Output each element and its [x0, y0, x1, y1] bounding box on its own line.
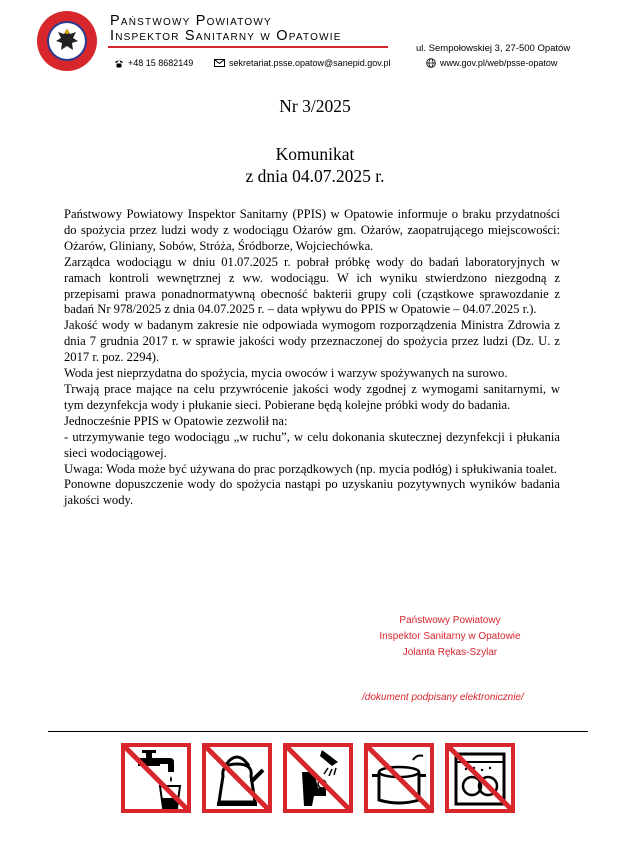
postal-address: ul. Sempołowskiej 3, 27-500 Opatów — [416, 43, 571, 54]
phone-number: +48 15 8682149 — [128, 58, 194, 68]
no-drinking-tap-icon — [120, 742, 192, 814]
website-url[interactable]: www.gov.pl/web/psse-opatow — [440, 58, 558, 68]
paragraph: Jednocześnie PPIS w Opatowie zezwolił na: — [64, 413, 288, 428]
electronic-signature-note: /dokument podpisany elektronicznie/ — [362, 692, 524, 703]
globe-icon — [426, 58, 436, 68]
prohibition-pictograms — [120, 742, 516, 814]
document-date: z dnia 04.07.2025 r. — [245, 166, 385, 186]
organization-name-line1: Państwowy Powiatowy — [110, 13, 272, 29]
paragraph: Zarządca wodociągu w dniu 01.07.2025 r. pobrał próbkę wody do badań laboratoryjnych w ramach kontroli wewnętrznej z ww. wodociągu. W ich wyniku stwierdzono niezgodną z przepisami prawa ponadnormatywną obecność bakterii grupy coli (cząstkowe sprawozdanie z badań Nr 978/2025 z dnia 04.07.2025 r. – data wpływu do PPIS w Opatowie – 04.07.2025 r.). — [64, 254, 560, 317]
sanitary-inspection-logo — [36, 10, 98, 72]
phone-contact — [114, 58, 193, 68]
no-shower-icon — [282, 742, 354, 814]
signature-title-line2: Inspektor Sanitarny w Opatowie — [379, 631, 521, 642]
paragraph: Woda jest nieprzydatna do spożycia, mycia owoców i warzyw spożywanych na surowo. — [64, 366, 508, 381]
signature-title-line1: Państwowy Powiatowy — [399, 615, 501, 626]
email-contact — [214, 58, 391, 68]
signature-name: Jolanta Rękas-Szylar — [402, 647, 498, 658]
paragraph: Ponowne dopuszczenie wody do spożycia nastąpi po uzyskaniu pozytywnych wyników badania jakości wody. — [64, 477, 560, 508]
paragraph: - utrzymywanie tego wodociągu „w ruchu”, w celu dokonania skutecznej dezynfekcji i płukania sieci wodociągowej. — [64, 429, 560, 460]
announcement-body — [64, 207, 560, 509]
paragraph: Jakość wody w badanym zakresie nie odpowiada wymogom rozporządzenia Ministra Zdrowia z dnia 7 grudnia 2017 r. w sprawie jakości wody przeznaczonej do spożycia przez ludzi (Dz. U. z 2017 r. poz. 2294). — [64, 318, 560, 365]
document-title: Komunikat — [275, 144, 355, 164]
email-address[interactable]: sekretariat.psse.opatow@sanepid.gov.pl — [229, 58, 391, 68]
footer-divider — [48, 731, 588, 732]
paragraph: Państwowy Powiatowy Inspektor Sanitarny (PPIS) w Opatowie informuje o braku przydatności do spożycia przez ludzi wody z wodociągu Ożarów gm. Ożarów, zaopatrującego miejscowości: Ożarów, Gliniany, Sobów, Stróża, Śródborze, Wojciechówka. — [64, 207, 560, 253]
phone-icon — [114, 59, 124, 68]
organization-name-line2: Inspektor Sanitarny w Opatowie — [110, 28, 342, 44]
envelope-icon — [214, 59, 225, 67]
document-number: Nr 3/2025 — [279, 96, 351, 116]
paragraph: Trwają prace mające na celu przywrócenie jakości wody zgodnej z wymogami sanitarnymi, w tym dezynfekcja wody i płukanie sieci. Pobierane będą kolejne próbki wody do badania. — [64, 381, 560, 412]
no-dishwasher-icon — [444, 742, 516, 814]
website-contact — [426, 58, 557, 68]
no-kettle-icon — [201, 742, 273, 814]
no-cooking-pot-icon — [363, 742, 435, 814]
header-divider — [108, 46, 388, 48]
paragraph: Uwaga: Woda może być używana do prac porządkowych (np. mycia podłóg) i spłukiwania toalet. — [64, 461, 557, 476]
